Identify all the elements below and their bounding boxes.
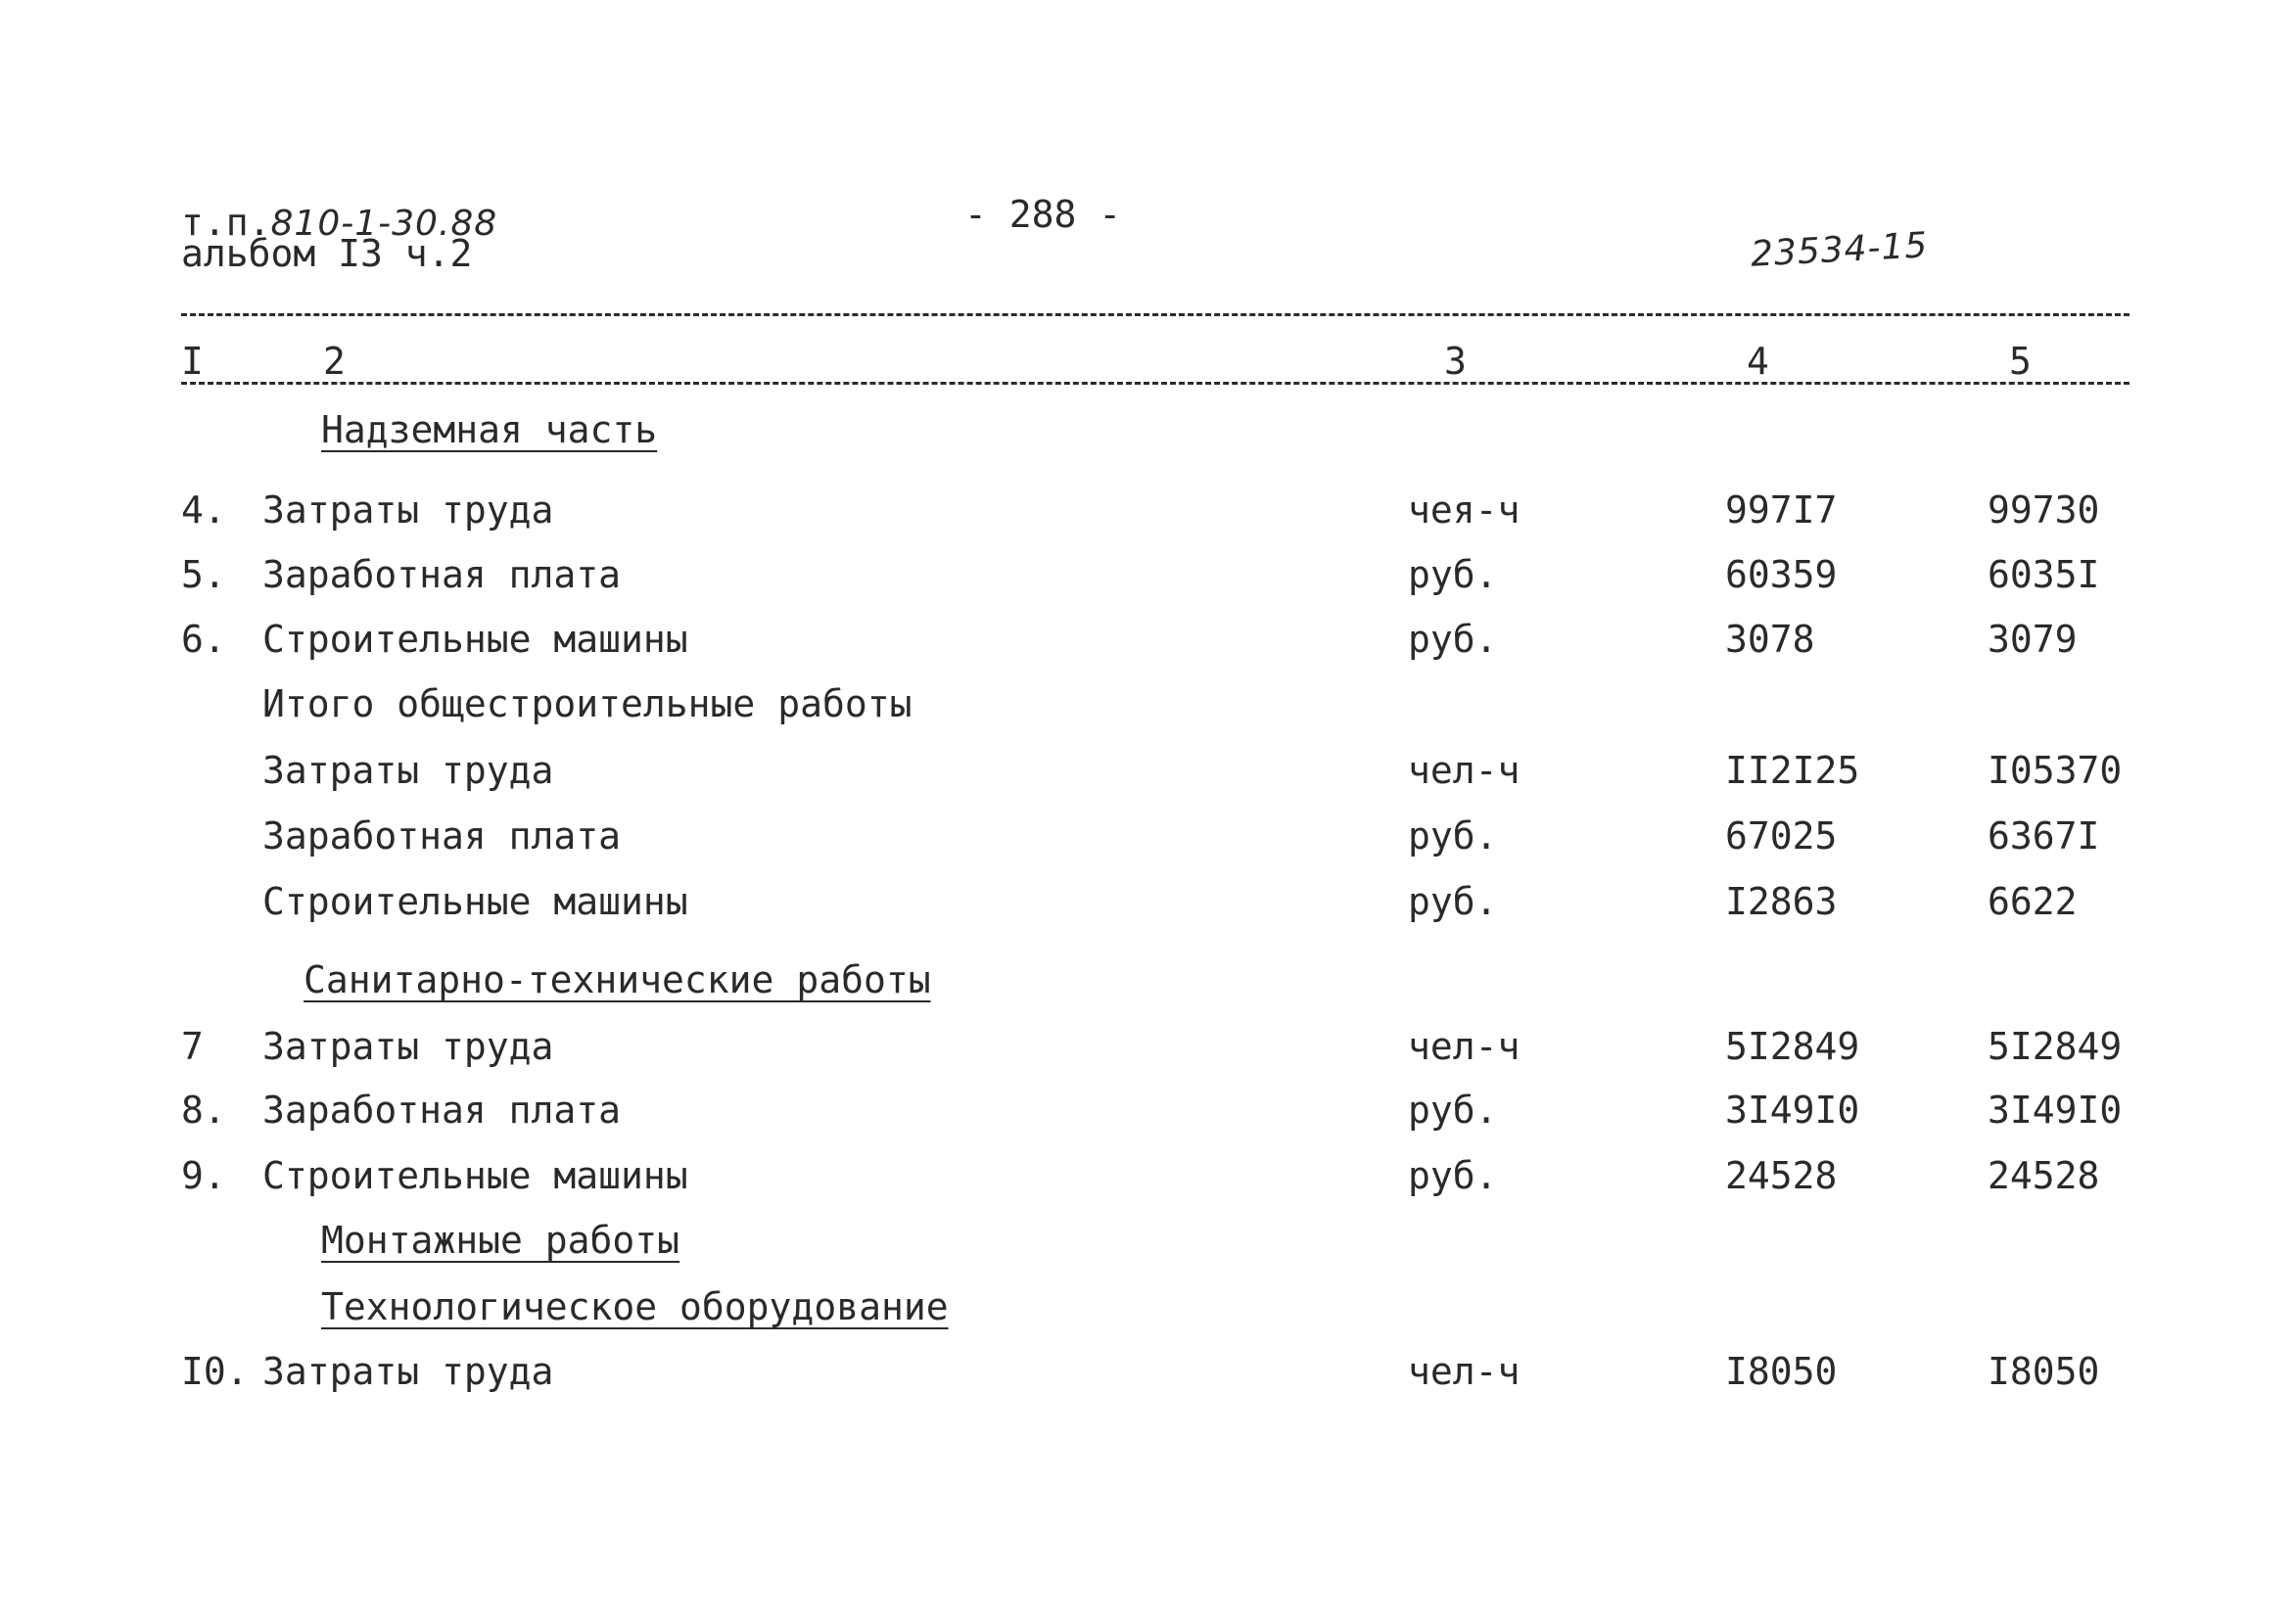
column-header-4: 4 bbox=[1747, 340, 1769, 383]
row-label: Строительные машины bbox=[262, 880, 688, 923]
row-label: Заработная плата bbox=[262, 1089, 622, 1132]
row-value-col4: 24528 bbox=[1725, 1154, 1838, 1197]
row-label: Затраты труда bbox=[262, 749, 554, 792]
row-label: Заработная плата bbox=[262, 553, 622, 596]
row-value-col4: I2863 bbox=[1725, 880, 1838, 923]
row-unit: чея-ч bbox=[1408, 488, 1521, 532]
column-header-5: 5 bbox=[2009, 340, 2032, 383]
column-header-3: 3 bbox=[1444, 340, 1467, 383]
subtotal-heading: Итого общестроительные работы bbox=[262, 682, 913, 725]
row-unit: руб. bbox=[1408, 880, 1498, 923]
row-number: 8. bbox=[181, 1089, 226, 1132]
row-unit: руб. bbox=[1408, 1154, 1498, 1197]
row-label: Заработная плата bbox=[262, 814, 622, 858]
tp-prefix: т.п. bbox=[181, 201, 271, 244]
row-value-col4: 3I49I0 bbox=[1725, 1089, 1860, 1132]
row-value-col5: 99730 bbox=[1988, 488, 2100, 532]
row-value-col4: 3078 bbox=[1725, 618, 1815, 661]
row-number: 5. bbox=[181, 553, 226, 596]
album-label: альбом I3 ч.2 bbox=[181, 232, 473, 275]
row-value-col4: II2I25 bbox=[1725, 749, 1860, 792]
row-value-col5: 3I49I0 bbox=[1988, 1089, 2123, 1132]
row-unit: чел-ч bbox=[1408, 749, 1521, 792]
row-unit: руб. bbox=[1408, 1089, 1498, 1132]
row-unit: руб. bbox=[1408, 618, 1498, 661]
page-number: - 288 - bbox=[964, 193, 1122, 236]
row-unit: чел-ч bbox=[1408, 1350, 1521, 1393]
document-code-handwritten: 23534-15 bbox=[1750, 225, 1930, 275]
row-value-col5: 6367I bbox=[1988, 814, 2100, 858]
row-value-col4: 5I2849 bbox=[1725, 1025, 1860, 1068]
row-value-col5: 5I2849 bbox=[1988, 1025, 2123, 1068]
row-value-col4: I8050 bbox=[1725, 1350, 1838, 1393]
tp-number-handwritten: 810-1-30.88 bbox=[270, 204, 498, 244]
section-heading: Технологическое оборудование bbox=[321, 1285, 949, 1328]
row-unit: руб. bbox=[1408, 553, 1498, 596]
section-heading: Надземная часть bbox=[321, 408, 658, 451]
row-label: Затраты труда bbox=[262, 488, 554, 532]
section-heading: Санитарно-технические работы bbox=[304, 958, 931, 1001]
row-value-col5: 6035I bbox=[1988, 553, 2100, 596]
section-heading: Монтажные работы bbox=[321, 1219, 680, 1262]
header-dashed-rule bbox=[181, 382, 2129, 385]
column-header-2: 2 bbox=[323, 340, 346, 383]
row-label: Строительные машины bbox=[262, 618, 688, 661]
column-header-1: I bbox=[181, 340, 204, 383]
row-value-col5: 3079 bbox=[1988, 618, 2078, 661]
row-value-col5: 24528 bbox=[1988, 1154, 2100, 1197]
row-value-col5: I05370 bbox=[1988, 749, 2123, 792]
row-label: Затраты труда bbox=[262, 1025, 554, 1068]
row-unit: руб. bbox=[1408, 814, 1498, 858]
row-number: I0. bbox=[181, 1350, 249, 1393]
row-value-col4: 67025 bbox=[1725, 814, 1838, 858]
top-dashed-rule bbox=[181, 313, 2129, 316]
row-value-col5: 6622 bbox=[1988, 880, 2078, 923]
row-number: 6. bbox=[181, 618, 226, 661]
row-number: 4. bbox=[181, 488, 226, 532]
row-label: Затраты труда bbox=[262, 1350, 554, 1393]
row-number: 9. bbox=[181, 1154, 226, 1197]
row-number: 7 bbox=[181, 1025, 204, 1068]
row-value-col5: I8050 bbox=[1988, 1350, 2100, 1393]
row-unit: чел-ч bbox=[1408, 1025, 1521, 1068]
row-value-col4: 997I7 bbox=[1725, 488, 1838, 532]
row-value-col4: 60359 bbox=[1725, 553, 1838, 596]
row-label: Строительные машины bbox=[262, 1154, 688, 1197]
